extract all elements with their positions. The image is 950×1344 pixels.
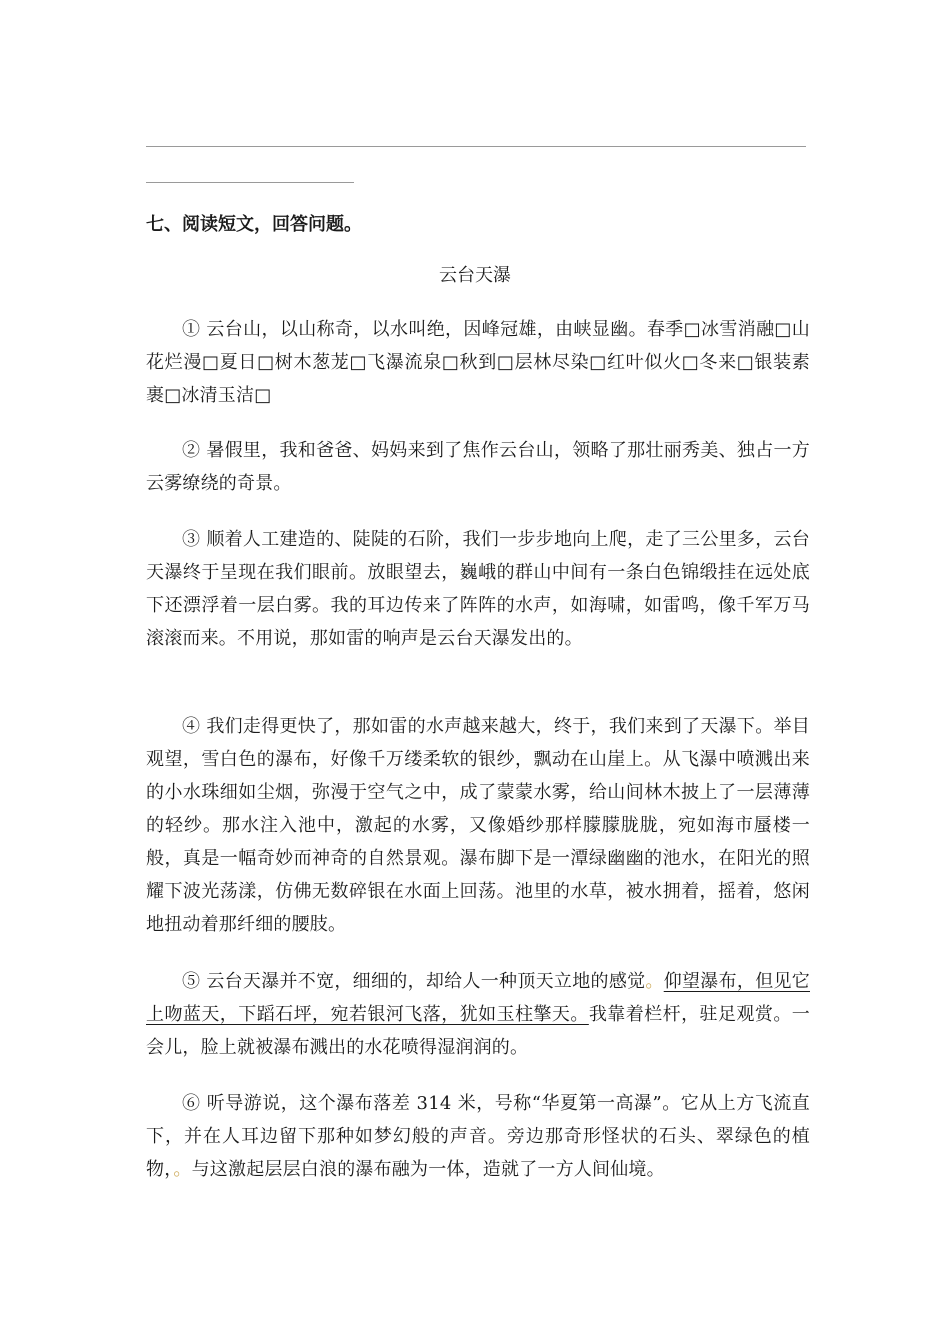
paragraph-5-text-end: 我靠着栏杆，驻足观赏。一会儿，脸上就被瀑布溅出的水花喷得湿润润的。: [146, 1004, 810, 1058]
paragraph-2: ② 暑假里，我和爸爸、妈妈来到了焦作云台山，领略了那壮丽秀美、独占一方云雾缭绕的奇景。: [146, 440, 810, 494]
paragraph-6: [146, 1087, 810, 1186]
paragraph-6-text: ⑥ 听导游说，这个瀑布落差 314 米，号称“华夏第一高瀑”。它从上方飞流直下，并在人耳边留下那种如梦幻般的声音。旁边那奇形怪状的石头、翠绿色的植物，: [146, 1093, 810, 1180]
paragraph-3: ③ 顺着人工建造的、陡陡的石阶，我们一步步地向上爬，走了三公里多，云台天瀑终于呈现在我们眼前。放眼望去，巍峨的群山中间有一条白色锦缎挂在远处底下还漂浮着一层白雾。我的耳边传来了阵阵的水声，如海啸，如雷鸣，像千军万马滚滚而来。不用说，那如雷的响声是云台天瀑发出的。: [146, 529, 810, 649]
answer-line-short: [146, 182, 354, 183]
punctuation-mark: 。: [173, 1159, 192, 1180]
paragraph-6-text-end: 与这激起层层白浪的瀑布融为一体，造就了一方人间仙境。: [191, 1159, 665, 1180]
answer-line: [146, 146, 806, 147]
paragraph-5: [146, 965, 810, 1064]
underlined-sentence: 仰望瀑布，但见它上吻蓝天，下蹈石坪，宛若银河飞落，犹如玉柱擎天。: [146, 971, 810, 1025]
section-heading: 七、阅读短文，回答问题。: [146, 214, 362, 235]
passage-title: 云台天瀑: [439, 265, 511, 286]
paragraph-4: ④ 我们走得更快了，那如雷的水声越来越大，终于，我们来到了天瀑下。举目观望，雪白色的瀑布，好像千万缕柔软的银纱，飘动在山崖上。从飞瀑中喷溅出来的小水珠细如尘烟，弥漫于空气之中，成了蒙蒙水雾，给山间林木披上了一层薄薄的轻纱。那水注入池中，激起的水雾，又像婚纱那样朦朦胧胧，宛如海市蜃楼一般，真是一幅奇妙而神奇的自然景观。瀑布脚下是一潭绿幽幽的池水，在阳光的照耀下波光荡漾，仿佛无数碎银在水面上回荡。池里的水草，被水拥着，摇着，悠闲地扭动着那纤细的腰肢。: [146, 716, 810, 935]
paragraph-5-text: ⑤ 云台天瀑并不宽，细细的，却给人一种顶天立地的感觉: [182, 971, 646, 992]
paragraph-1: ① 云台山，以山称奇，以水叫绝，因峰冠雄，由峡显幽。春季□冰雪消融□山花烂漫□夏日□树木葱茏□飞瀑流泉□秋到□层林尽染□红叶似火□冬来□银装素裹□冰清玉洁□: [146, 319, 810, 406]
punctuation-mark: 。: [645, 971, 664, 992]
